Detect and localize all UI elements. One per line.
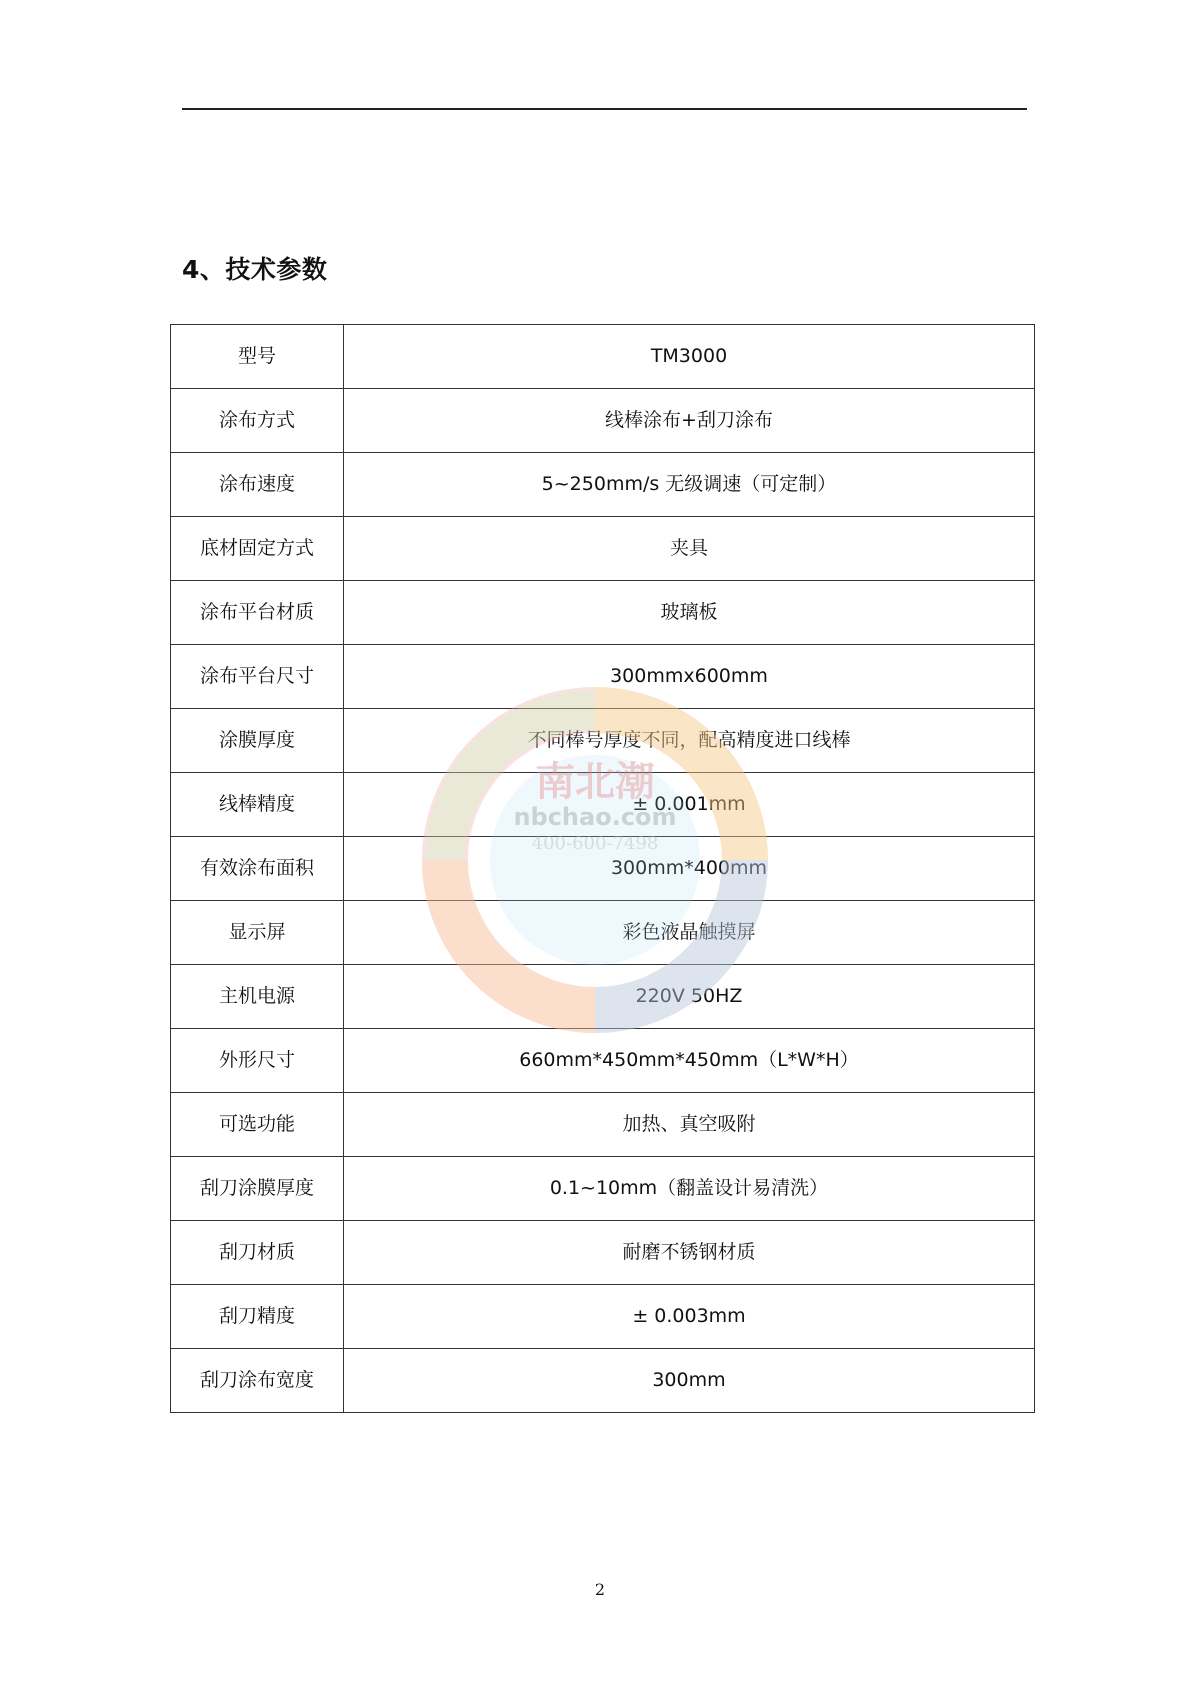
spec-value: 5~250mm/s 无级调速（可定制） bbox=[344, 453, 1035, 517]
spec-value: 线棒涂布+刮刀涂布 bbox=[344, 389, 1035, 453]
spec-label: 显示屏 bbox=[171, 901, 344, 965]
spec-label: 底材固定方式 bbox=[171, 517, 344, 581]
spec-value: 不同棒号厚度不同，配高精度进口线棒 bbox=[344, 709, 1035, 773]
table-row bbox=[171, 1029, 1035, 1093]
header-rule bbox=[182, 108, 1027, 110]
spec-label: 涂布方式 bbox=[171, 389, 344, 453]
table-row bbox=[171, 901, 1035, 965]
watermark-site-text: nbchao.com bbox=[513, 803, 677, 831]
spec-table bbox=[170, 324, 1035, 1413]
spec-label: 刮刀涂布宽度 bbox=[171, 1349, 344, 1413]
table-row bbox=[171, 325, 1035, 389]
table-row bbox=[171, 1285, 1035, 1349]
spec-value: 220V 50HZ bbox=[344, 965, 1035, 1029]
spec-label: 涂布平台材质 bbox=[171, 581, 344, 645]
spec-value: 0.1~10mm（翻盖设计易清洗） bbox=[344, 1157, 1035, 1221]
table-row bbox=[171, 517, 1035, 581]
spec-value: ± 0.003mm bbox=[344, 1285, 1035, 1349]
table-row bbox=[171, 773, 1035, 837]
spec-label: 刮刀材质 bbox=[171, 1221, 344, 1285]
spec-value: 300mm bbox=[344, 1349, 1035, 1413]
spec-label: 涂布平台尺寸 bbox=[171, 645, 344, 709]
table-row bbox=[171, 645, 1035, 709]
spec-value: 300mmx600mm bbox=[344, 645, 1035, 709]
spec-label: 可选功能 bbox=[171, 1093, 344, 1157]
spec-value: 660mm*450mm*450mm（L*W*H） bbox=[344, 1029, 1035, 1093]
spec-label: 刮刀精度 bbox=[171, 1285, 344, 1349]
watermark-phone-text: 400-600-7498 bbox=[531, 833, 659, 854]
spec-value: 加热、真空吸附 bbox=[344, 1093, 1035, 1157]
spec-label: 涂膜厚度 bbox=[171, 709, 344, 773]
spec-label: 刮刀涂膜厚度 bbox=[171, 1157, 344, 1221]
table-row bbox=[171, 453, 1035, 517]
watermark-brand-text: 南北潮 bbox=[535, 758, 655, 805]
spec-value: 耐磨不锈钢材质 bbox=[344, 1221, 1035, 1285]
spec-label: 线棒精度 bbox=[171, 773, 344, 837]
spec-value: 彩色液晶触摸屏 bbox=[344, 901, 1035, 965]
spec-value: 玻璃板 bbox=[344, 581, 1035, 645]
page-number: 2 bbox=[594, 1580, 606, 1599]
table-row bbox=[171, 1093, 1035, 1157]
spec-value: 夹具 bbox=[344, 517, 1035, 581]
spec-label: 主机电源 bbox=[171, 965, 344, 1029]
spec-value: TM3000 bbox=[344, 325, 1035, 389]
spec-label: 涂布速度 bbox=[171, 453, 344, 517]
spec-value: ± 0.001mm bbox=[344, 773, 1035, 837]
table-row bbox=[171, 1221, 1035, 1285]
table-row bbox=[171, 1157, 1035, 1221]
spec-label: 型号 bbox=[171, 325, 344, 389]
table-row bbox=[171, 837, 1035, 901]
table-row bbox=[171, 709, 1035, 773]
spec-value: 300mm*400mm bbox=[344, 837, 1035, 901]
table-row bbox=[171, 389, 1035, 453]
table-row bbox=[171, 581, 1035, 645]
table-row bbox=[171, 965, 1035, 1029]
section-heading: 4、技术参数 bbox=[182, 255, 328, 284]
spec-label: 有效涂布面积 bbox=[171, 837, 344, 901]
table-row bbox=[171, 1349, 1035, 1413]
spec-label: 外形尺寸 bbox=[171, 1029, 344, 1093]
